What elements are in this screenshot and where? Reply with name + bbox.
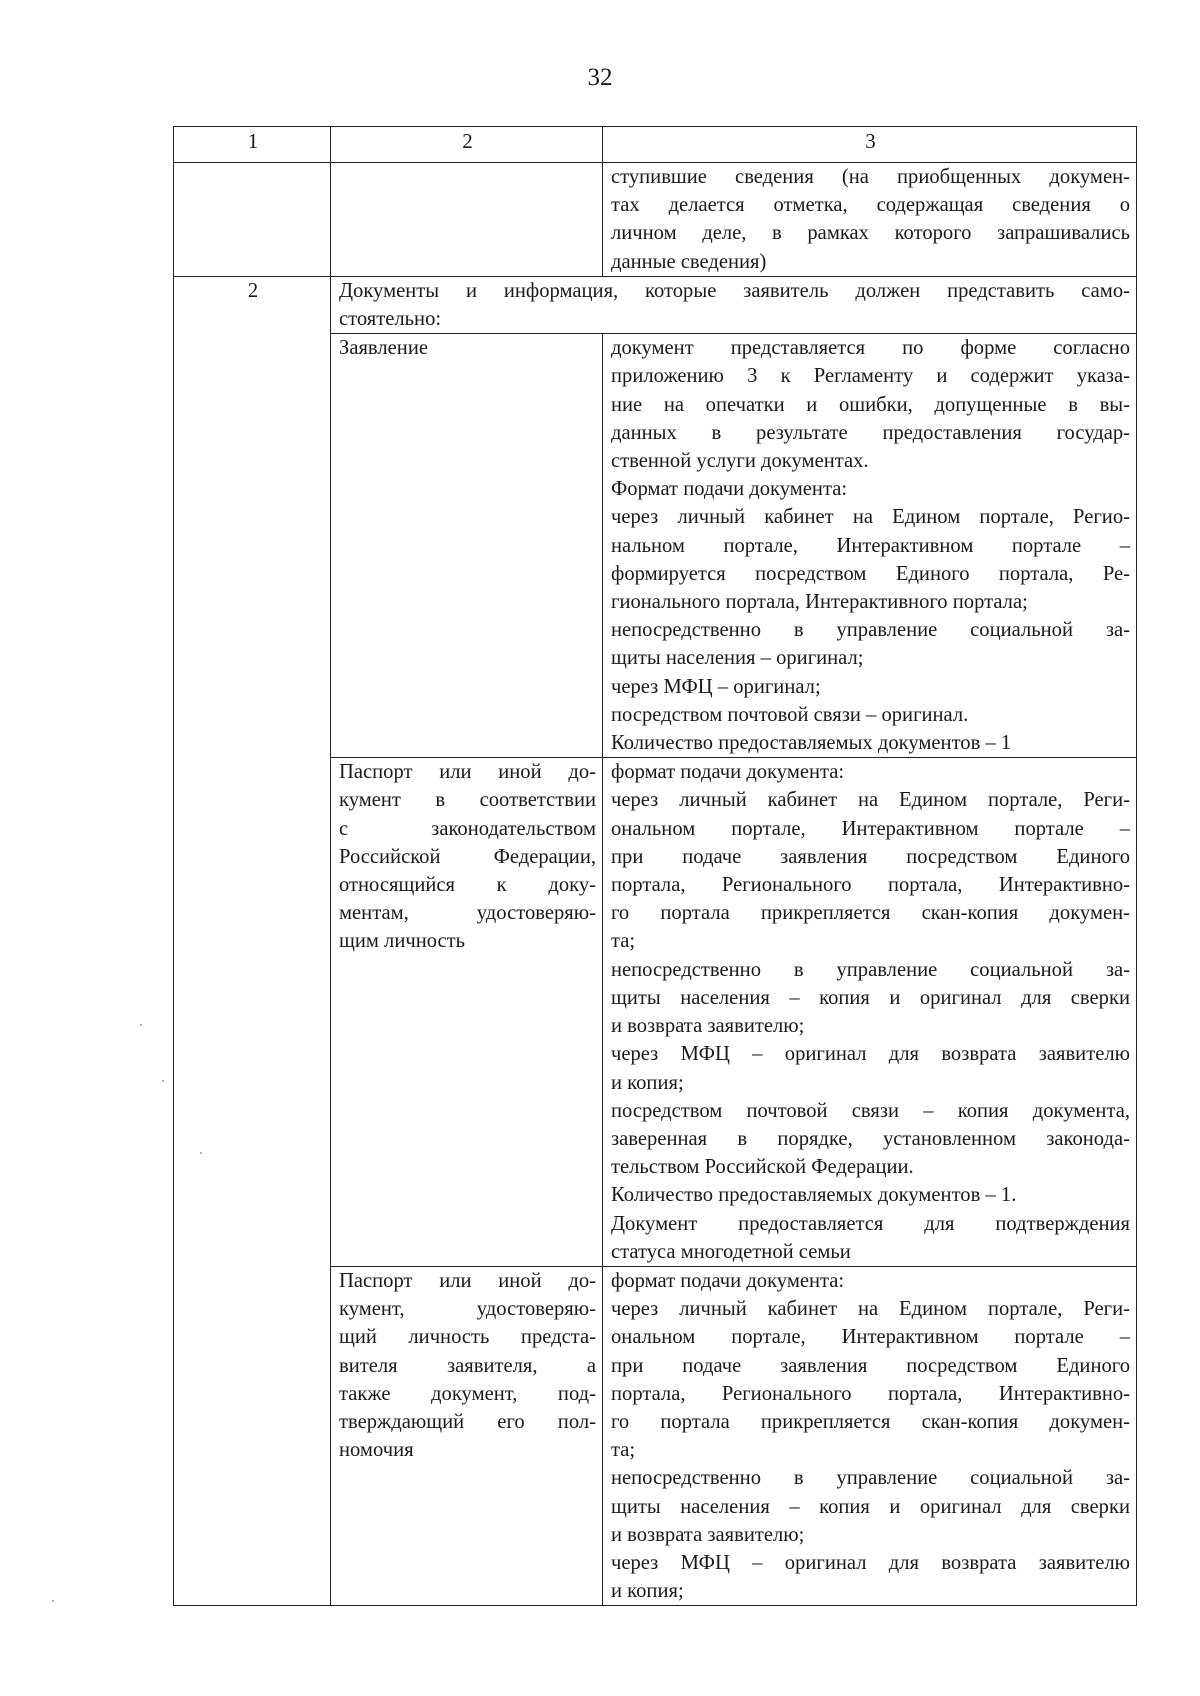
item-2-name bbox=[331, 758, 603, 1267]
item-desc-line: приложению 3 к Регламенту и содержит указа- bbox=[611, 365, 1130, 388]
item-desc-line: ственной услуги документах. bbox=[611, 450, 869, 473]
scan-speck bbox=[162, 1080, 164, 1082]
item-name-line: щим личность bbox=[339, 930, 466, 953]
item-name-line: ментам, удостоверяю- bbox=[339, 902, 596, 925]
item-desc-line: заверенная в порядке, установленном законода- bbox=[611, 1127, 1130, 1150]
item-desc-line: портала, Регионального портала, Интерактивно- bbox=[611, 874, 1130, 897]
item-2-description bbox=[603, 758, 1137, 1267]
cont-line: тах делается отметка, содержащая сведения о bbox=[611, 194, 1130, 217]
item-desc-line: и возврата заявителю; bbox=[611, 1523, 805, 1546]
item-desc-line: посредством почтовой связи – копия документа, bbox=[611, 1099, 1130, 1122]
header-col-3: 3 bbox=[603, 127, 1137, 163]
table-header-row bbox=[174, 127, 1137, 163]
item-desc-line: та; bbox=[611, 1439, 636, 1462]
item-1-name bbox=[331, 334, 603, 758]
cont-text bbox=[611, 163, 1130, 276]
item-name-line: кумент в соответствии bbox=[339, 789, 596, 812]
scan-speck bbox=[140, 1024, 142, 1026]
scan-speck bbox=[52, 1600, 54, 1602]
item-desc-line: ональном портале, Интерактивном портале – bbox=[611, 817, 1130, 840]
item-desc-line: при подаче заявления посредством Единого bbox=[611, 1354, 1130, 1377]
item-name-line: Паспорт или иной до- bbox=[339, 1269, 596, 1292]
item-desc-line: посредством почтовой связи – оригинал. bbox=[611, 703, 969, 726]
heading-text bbox=[339, 277, 1130, 333]
row-number: 2 bbox=[174, 276, 331, 1606]
item-desc-line: портала, Регионального портала, Интерактивно- bbox=[611, 1382, 1130, 1405]
item-desc-line: через личный кабинет на Едином портале, Реги- bbox=[611, 1298, 1130, 1321]
table-row-2-heading bbox=[174, 276, 1137, 333]
cont-line: данные сведения) bbox=[611, 250, 767, 273]
item-desc-line: тельством Российской Федерации. bbox=[611, 1156, 914, 1179]
cont-col-1 bbox=[174, 163, 331, 277]
item-desc-line: и возврата заявителю; bbox=[611, 1015, 805, 1038]
item-name-line: тверждающий его пол- bbox=[339, 1410, 596, 1433]
item-desc-line: Количество предоставляемых документов – 1 bbox=[611, 732, 1012, 755]
item-desc-line: документ представляется по форме согласно bbox=[611, 337, 1130, 360]
item-name-line: с законодательством bbox=[339, 817, 596, 840]
item-name-line: вителя заявителя, а bbox=[339, 1354, 596, 1377]
item-desc-line: через МФЦ – оригинал для возврата заявителю bbox=[611, 1551, 1130, 1574]
item-desc-line: Документ предоставляется для подтверждения bbox=[611, 1212, 1130, 1235]
item-desc-line: непосредственно в управление социальной за- bbox=[611, 958, 1130, 981]
item-desc-line: ние на опечатки и ошибки, допущенные в вы- bbox=[611, 393, 1130, 416]
cont-line: ступившие сведения (на приобщенных докумен- bbox=[611, 166, 1130, 188]
item-name-line: щий личность предста- bbox=[339, 1326, 596, 1349]
header-col-2: 2 bbox=[331, 127, 603, 163]
cont-col-2 bbox=[331, 163, 603, 277]
table-row-continuation bbox=[174, 163, 1137, 277]
item-desc-line: статуса многодетной семьи bbox=[611, 1240, 851, 1263]
item-desc-line: гионального портала, Интерактивного портала; bbox=[611, 591, 1028, 614]
item-name-line: Российской Федерации, bbox=[339, 845, 596, 868]
item-1-description bbox=[603, 334, 1137, 758]
item-desc-line: формат подачи документа: bbox=[611, 1269, 845, 1292]
item-desc-line: непосредственно в управление социальной за- bbox=[611, 619, 1130, 642]
item-desc-line: непосредственно в управление социальной за- bbox=[611, 1467, 1130, 1490]
item-desc-line: через МФЦ – оригинал для возврата заявителю bbox=[611, 1043, 1130, 1066]
item-name-line: кумент, удостоверяю- bbox=[339, 1298, 596, 1321]
item-desc-line: го портала прикрепляется скан-копия докумен- bbox=[611, 902, 1130, 925]
item-desc-line: через МФЦ – оригинал; bbox=[611, 675, 821, 698]
heading-line: Документы и информация, которые заявитель должен представить само- bbox=[339, 279, 1130, 302]
item-desc-line: при подаче заявления посредством Единого bbox=[611, 845, 1130, 868]
item-desc-line: щиты населения – копия и оригинал для сверки bbox=[611, 986, 1130, 1009]
item-desc-line: щиты населения – оригинал; bbox=[611, 647, 864, 670]
item-name-line: номочия bbox=[339, 1439, 414, 1462]
cont-line: личном деле, в рамках которого запрашивались bbox=[611, 222, 1130, 245]
item-desc-line: нальном портале, Интерактивном портале – bbox=[611, 534, 1130, 557]
item-name-line: Заявление bbox=[339, 337, 428, 360]
scan-speck bbox=[200, 1152, 202, 1154]
item-desc-line: щиты населения – копия и оригинал для сверки bbox=[611, 1495, 1130, 1518]
item-desc-line: ональном портале, Интерактивном портале – bbox=[611, 1326, 1130, 1349]
item-3-description bbox=[603, 1266, 1137, 1605]
item-desc-line: и копия; bbox=[611, 1580, 684, 1603]
item-desc-line: та; bbox=[611, 930, 636, 953]
row-2-heading bbox=[331, 276, 1137, 333]
page-number: 32 bbox=[587, 64, 613, 91]
item-desc-line: через личный кабинет на Едином портале, Регио- bbox=[611, 506, 1130, 529]
item-desc-line: го портала прикрепляется скан-копия докумен- bbox=[611, 1410, 1130, 1433]
item-desc-line: формат подачи документа: bbox=[611, 761, 845, 784]
heading-line: стоятельно: bbox=[339, 308, 442, 331]
item-desc-line: данных в результате предоставления государ- bbox=[611, 421, 1130, 444]
item-name-line: Паспорт или иной до- bbox=[339, 761, 596, 784]
cont-col-3 bbox=[603, 163, 1137, 277]
item-3-name bbox=[331, 1266, 603, 1605]
item-desc-line: Формат подачи документа: bbox=[611, 478, 848, 501]
document-table bbox=[173, 126, 1137, 1606]
item-desc-line: через личный кабинет на Едином портале, Реги- bbox=[611, 789, 1130, 812]
item-desc-line: и копия; bbox=[611, 1071, 684, 1094]
item-desc-line: Количество предоставляемых документов – 1. bbox=[611, 1184, 1017, 1207]
item-desc-line: формируется посредством Единого портала, Ре- bbox=[611, 562, 1130, 585]
header-col-1: 1 bbox=[174, 127, 331, 163]
item-name-line: относящийся к доку- bbox=[339, 874, 596, 897]
item-name-line: также документ, под- bbox=[339, 1382, 596, 1405]
